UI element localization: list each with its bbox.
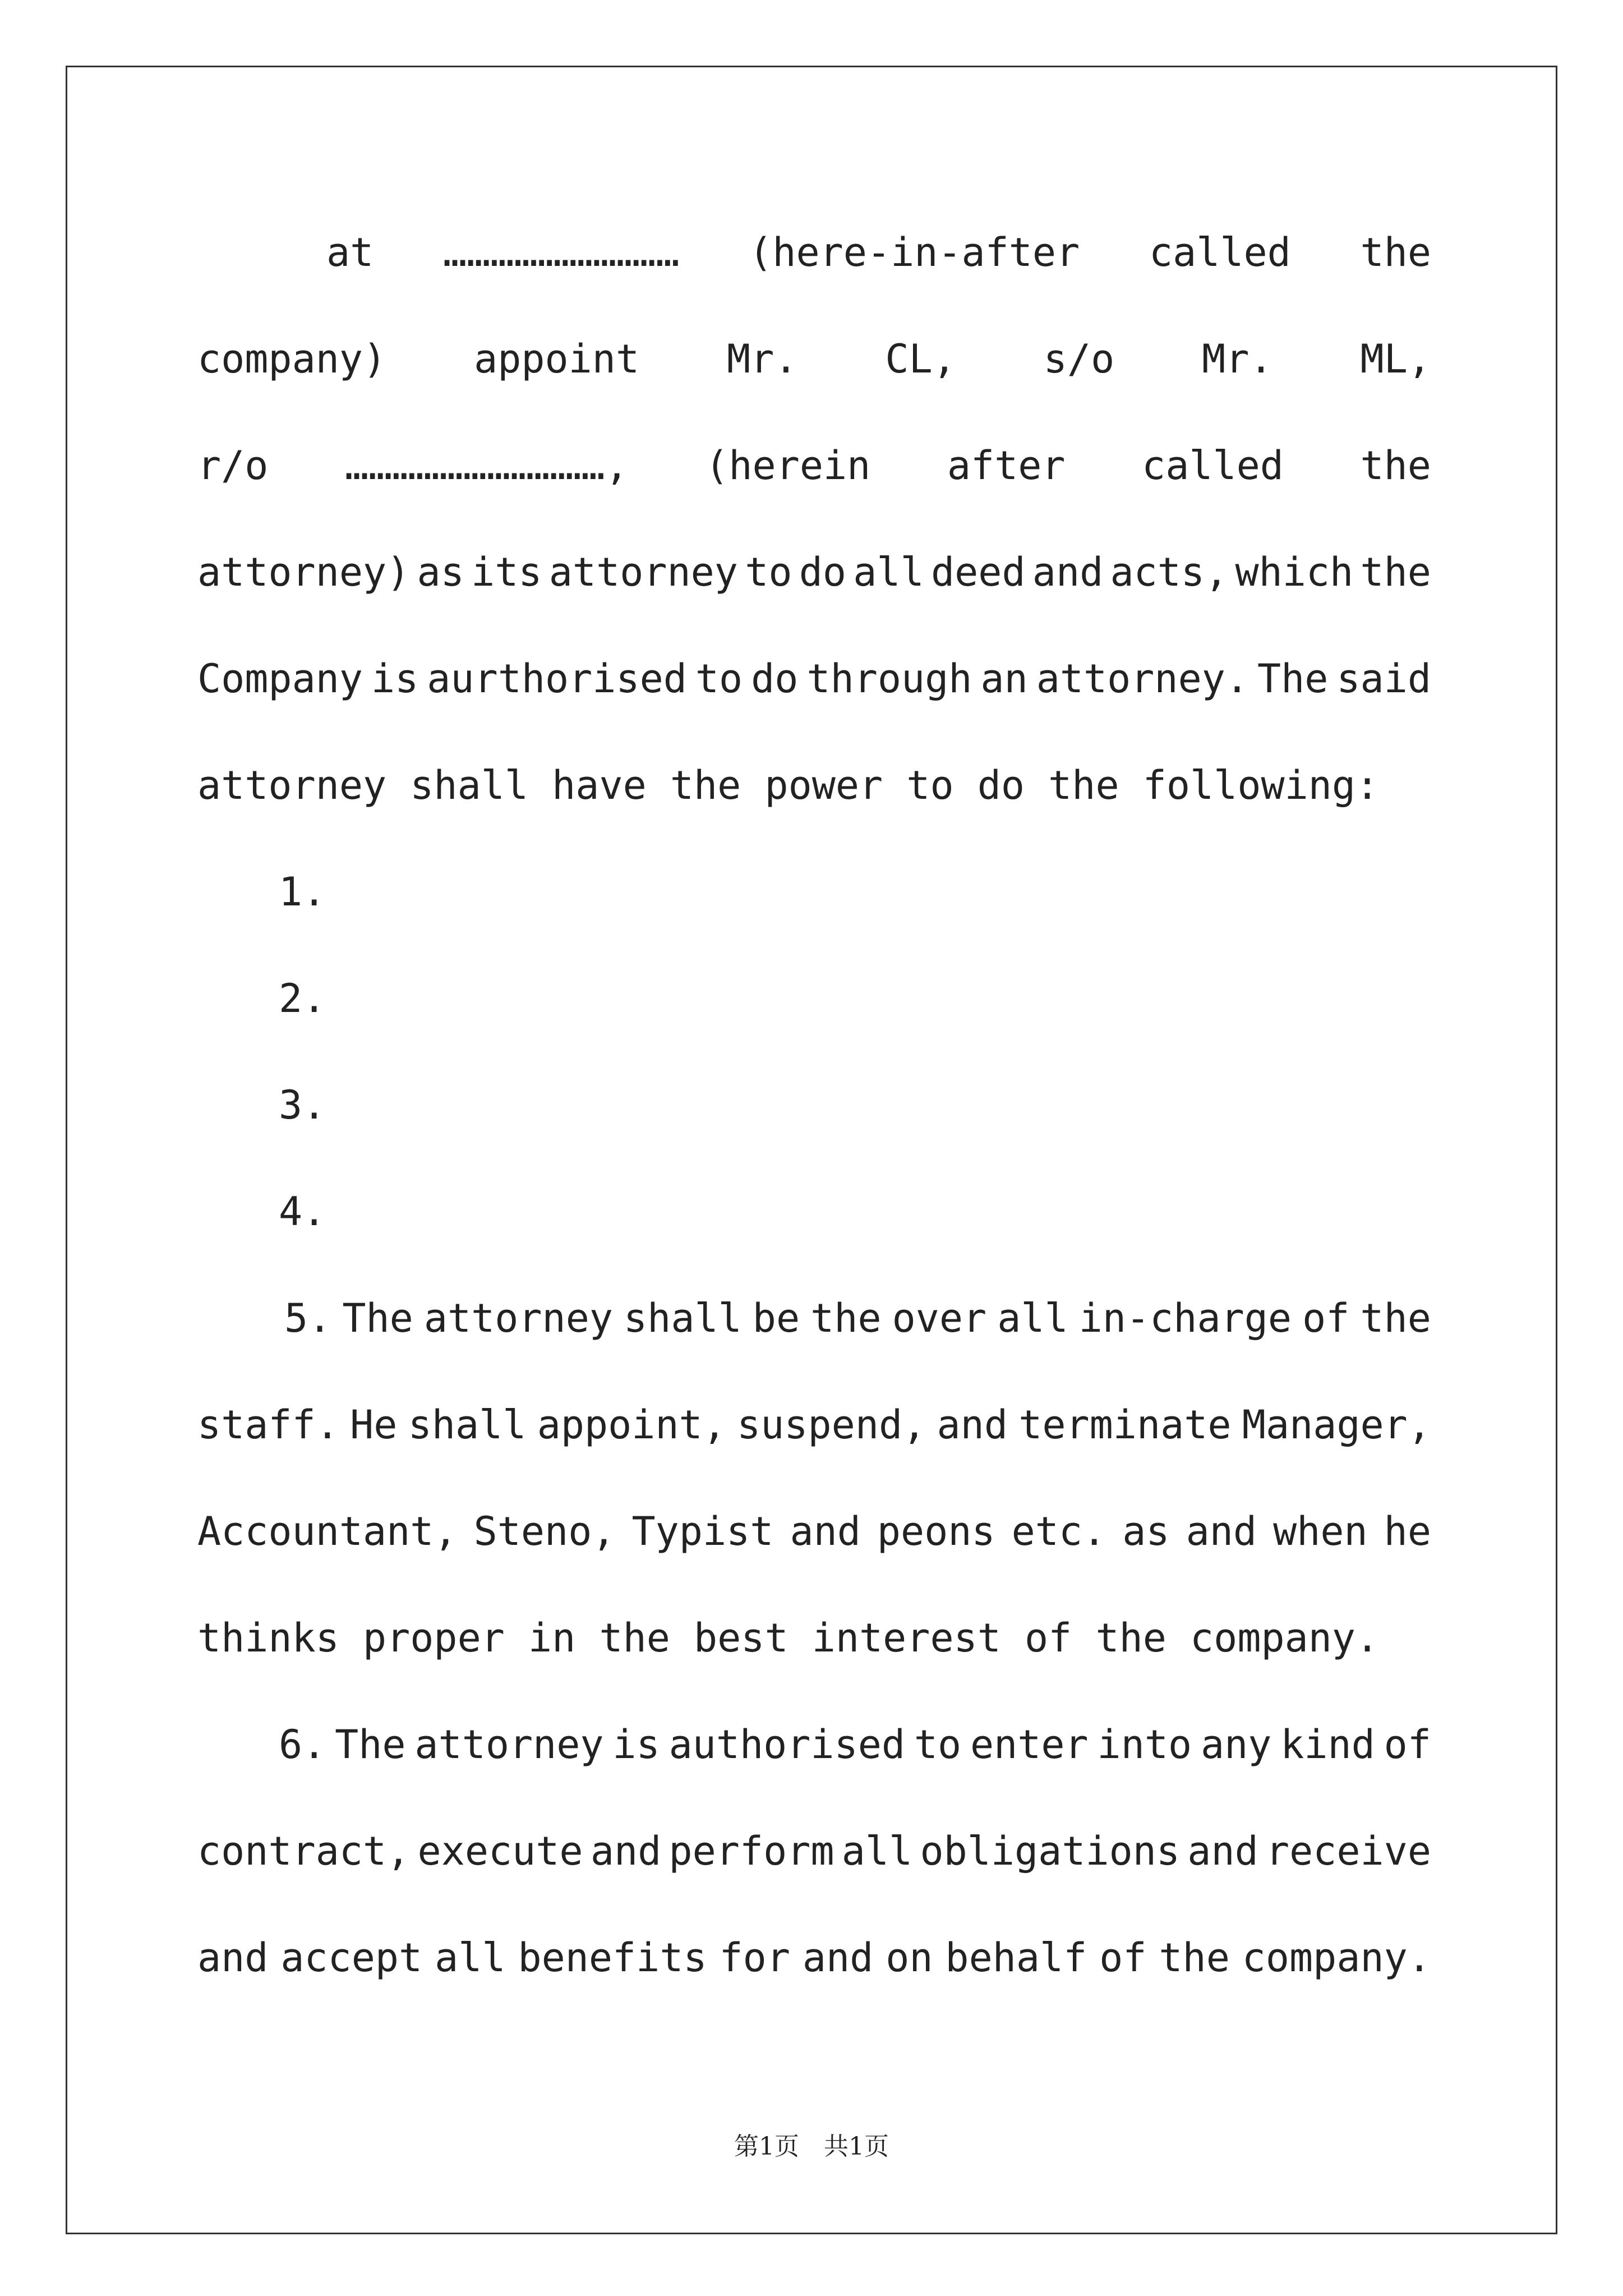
text-word: authorised — [668, 1722, 905, 1768]
text-word: on — [886, 1935, 933, 1981]
text-word: staff. — [197, 1402, 339, 1448]
text-word: the — [1360, 229, 1431, 275]
text-word: the — [1360, 1295, 1431, 1341]
text-word: ML, — [1360, 336, 1431, 382]
text-word: He — [350, 1402, 398, 1448]
text-word: and — [937, 1402, 1008, 1448]
text-word: suspend, — [737, 1402, 926, 1448]
text-word: and — [790, 1508, 861, 1554]
text-word: do — [751, 656, 799, 702]
text-word: attorney) — [197, 549, 411, 595]
text-word: appoint, — [537, 1402, 726, 1448]
text-word: receive — [1265, 1828, 1431, 1874]
text-line — [279, 1717, 1431, 1773]
text-word: into — [1097, 1722, 1192, 1768]
text-word: ……………………………, — [344, 443, 629, 489]
text-word: and — [1187, 1828, 1258, 1874]
text-word: attorney — [414, 1722, 604, 1768]
text-word: its — [471, 549, 542, 595]
text-word: attorney — [423, 1295, 613, 1341]
text-word: at — [326, 229, 374, 275]
text-word: attorney. — [1036, 656, 1249, 702]
text-word: (here-in-after — [749, 229, 1080, 275]
text-word: said — [1336, 656, 1431, 702]
text-word: and — [197, 1935, 269, 1981]
text-word: deed — [930, 549, 1026, 595]
text-word: after — [947, 443, 1066, 489]
text-line — [197, 757, 1379, 813]
text-word: contract, — [197, 1828, 411, 1874]
text-word: accept — [280, 1935, 423, 1981]
text-line — [197, 1823, 1431, 1879]
text-line — [284, 1290, 1431, 1346]
text-word: attorney shall have the power to do the following: — [197, 762, 1380, 808]
text-word: through — [806, 656, 972, 702]
text-word: to — [745, 549, 792, 595]
text-word: r/o — [197, 443, 269, 489]
text-word: as — [1122, 1508, 1170, 1554]
text-word: all — [841, 1828, 913, 1874]
text-word: called — [1149, 229, 1291, 275]
text-line — [197, 1397, 1431, 1453]
text-line — [197, 438, 1431, 494]
text-word: company. — [1242, 1935, 1431, 1981]
text-word: for — [719, 1935, 790, 1981]
text-word: acts, — [1110, 549, 1229, 595]
text-line — [197, 1930, 1431, 1986]
text-line — [326, 224, 1431, 280]
text-word: Mr. — [727, 336, 798, 382]
text-line — [197, 1503, 1431, 1559]
text-word: be — [752, 1295, 800, 1341]
text-word: The — [1257, 656, 1329, 702]
text-word: of — [1302, 1295, 1350, 1341]
text-word: is — [371, 656, 419, 702]
text-line — [279, 864, 326, 920]
text-word: which — [1235, 549, 1354, 595]
text-word: The — [342, 1295, 413, 1341]
text-word: is — [612, 1722, 660, 1768]
text-word: shall — [624, 1295, 742, 1341]
text-word: the — [810, 1295, 882, 1341]
text-word: shall — [408, 1402, 527, 1448]
text-word: when — [1273, 1508, 1368, 1554]
text-word: any — [1200, 1722, 1272, 1768]
text-word: 1. — [279, 869, 326, 915]
text-word: behalf — [945, 1935, 1087, 1981]
text-word: obligations — [920, 1828, 1181, 1874]
text-word: he — [1384, 1508, 1431, 1554]
text-word: the — [1360, 549, 1431, 595]
text-word: perform — [668, 1828, 834, 1874]
text-word: an — [980, 656, 1028, 702]
text-line — [197, 544, 1431, 600]
text-line — [279, 1077, 326, 1133]
text-line — [279, 970, 326, 1027]
text-word: and — [590, 1828, 662, 1874]
text-line — [279, 1184, 326, 1240]
text-word: 3. — [279, 1082, 326, 1128]
text-word: CL, — [885, 336, 956, 382]
text-word: to — [695, 656, 743, 702]
text-word: thinks proper in the best interest of the company. — [197, 1615, 1380, 1661]
text-word: and — [1032, 549, 1104, 595]
page-border — [66, 66, 1557, 2234]
text-word: of — [1099, 1935, 1147, 1981]
text-word: all — [435, 1935, 506, 1981]
text-word: kind — [1280, 1722, 1375, 1768]
text-word: 2. — [279, 976, 326, 1022]
text-line — [197, 331, 1431, 387]
text-word: over — [892, 1295, 987, 1341]
text-word: as — [417, 549, 464, 595]
text-word: (herein — [705, 443, 871, 489]
text-word: Company — [197, 656, 363, 702]
text-word: 6. — [279, 1722, 326, 1768]
text-word: of — [1384, 1722, 1431, 1768]
text-word: and — [1186, 1508, 1257, 1554]
text-word: etc. — [1011, 1508, 1106, 1554]
text-word: Manager, — [1242, 1402, 1431, 1448]
text-word: 5. — [284, 1295, 332, 1341]
text-word: Mr. — [1202, 336, 1273, 382]
text-word: Accountant, — [197, 1508, 458, 1554]
text-word: the — [1159, 1935, 1230, 1981]
text-word: appoint — [474, 336, 640, 382]
text-word: enter — [970, 1722, 1089, 1768]
text-line — [197, 651, 1431, 707]
text-word: and — [802, 1935, 874, 1981]
text-word: called — [1142, 443, 1284, 489]
text-word: do — [799, 549, 847, 595]
text-word: 4. — [279, 1189, 326, 1235]
text-word: Steno, — [473, 1508, 616, 1554]
text-word: peons — [877, 1508, 995, 1554]
text-word: in-charge — [1078, 1295, 1292, 1341]
page-footer: 第1页 共1页 — [734, 2132, 889, 2161]
text-word: all — [853, 549, 924, 595]
text-word: attorney — [548, 549, 738, 595]
text-word: ………………………… — [443, 229, 680, 275]
text-word: the — [1360, 443, 1431, 489]
text-word: execute — [417, 1828, 583, 1874]
text-word: The — [335, 1722, 406, 1768]
text-line — [197, 1610, 1379, 1666]
text-word: to — [914, 1722, 962, 1768]
text-word: Typist — [631, 1508, 774, 1554]
text-word: benefits — [518, 1935, 707, 1981]
text-word: terminate — [1018, 1402, 1232, 1448]
text-word: company) — [197, 336, 387, 382]
text-word: s/o — [1043, 336, 1115, 382]
text-word: aurthorised — [427, 656, 687, 702]
text-word: all — [997, 1295, 1068, 1341]
